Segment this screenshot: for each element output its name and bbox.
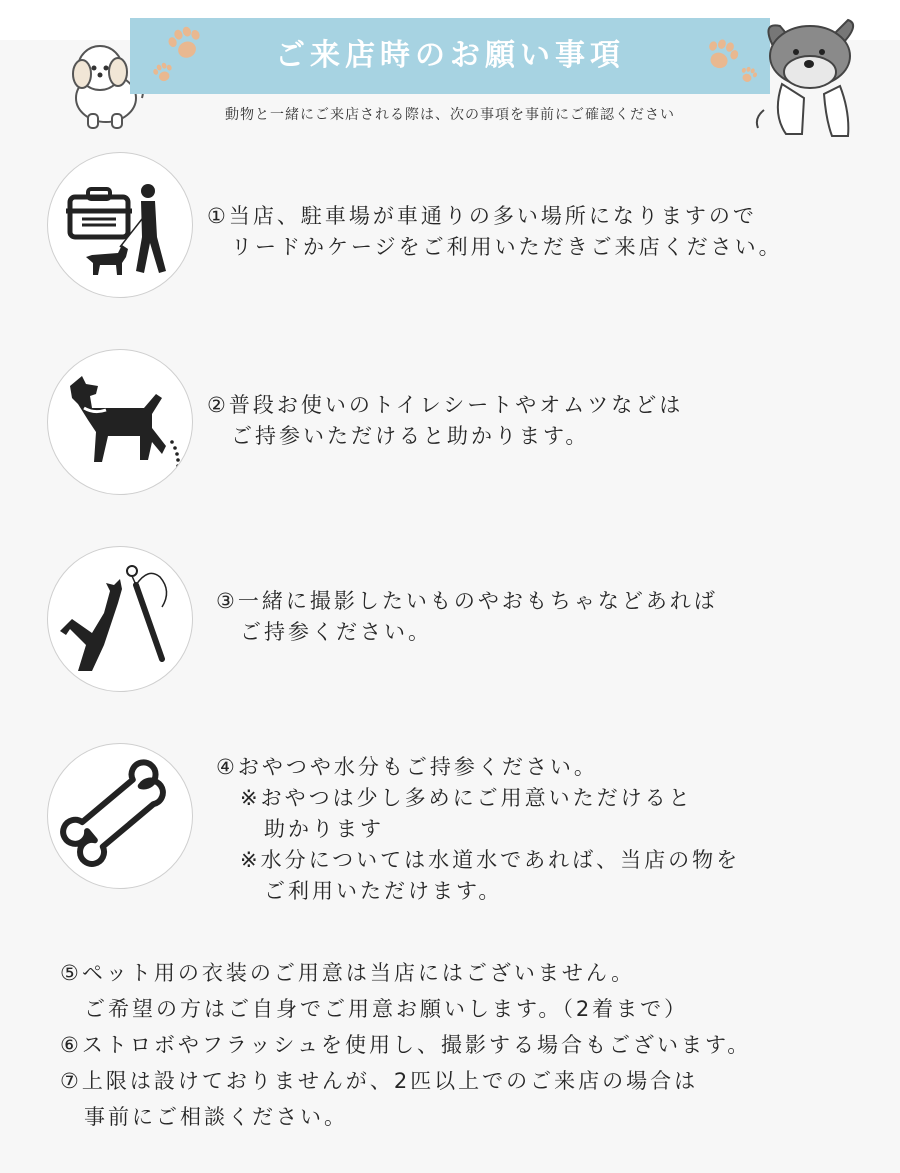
item-3-text [216, 586, 718, 648]
notes-block [60, 955, 751, 1135]
note-5-line-2: ご希望の方はご自身でご用意お願いします。（2着まで） [60, 997, 689, 1021]
item-4-text [216, 752, 740, 907]
header-banner [130, 18, 770, 94]
item-1-line-1: ①当店、駐車場が車通りの多い場所になりますので [207, 204, 757, 228]
dog-peeing-icon [48, 350, 193, 495]
paw-icon [150, 60, 176, 86]
item-1-icon-circle [47, 152, 193, 298]
schnauzer-illustration [752, 14, 870, 140]
note-5-line-1: ⑤ペット用の衣装のご用意は当店にはございません。 [60, 961, 636, 985]
header-subtitle: 動物と一緒にご来店される際は、次の事項を事前にご確認ください [225, 107, 675, 123]
note-7-line-1: ⑦上限は設けておりませんが、2匹以上でのご来店の場合は [60, 1069, 699, 1093]
paw-icon [700, 34, 742, 76]
item-2-line-2: ご持参いただけると助かります。 [207, 424, 590, 448]
item-4-icon-circle [47, 743, 193, 889]
item-3-line-1: ③一緒に撮影したいものやおもちゃなどあれば [216, 589, 718, 613]
item-4-line-2: ※おやつは少し多めにご用意いただけると [216, 786, 693, 810]
carrier-walker-icon [48, 153, 193, 298]
item-4-line-4: ※水分については水道水であれば、当店の物を [216, 848, 741, 872]
cat-toy-icon [48, 547, 193, 692]
note-7-line-2: 事前にご相談ください。 [60, 1105, 348, 1129]
item-4-line-3: 助かります [216, 817, 384, 841]
item-3-icon-circle [47, 546, 193, 692]
item-2-text [207, 390, 683, 452]
item-3-line-2: ご持参ください。 [216, 620, 432, 644]
item-2-icon-circle [47, 349, 193, 495]
item-2-line-1: ②普段お使いのトイレシートやオムツなどは [207, 393, 684, 417]
note-6: ⑥ストロボやフラッシュを使用し、撮影する場合もございます。 [60, 1033, 752, 1057]
item-1-text [207, 201, 783, 263]
bone-icon [48, 744, 193, 889]
item-4-line-5: ご利用いただけます。 [216, 879, 503, 903]
item-4-line-1: ④おやつや水分もご持参ください。 [216, 755, 598, 779]
page-title: ご来店時のお願い事項 [275, 38, 625, 73]
item-1-line-2: リードかケージをご利用いただきご来店ください。 [207, 235, 783, 259]
